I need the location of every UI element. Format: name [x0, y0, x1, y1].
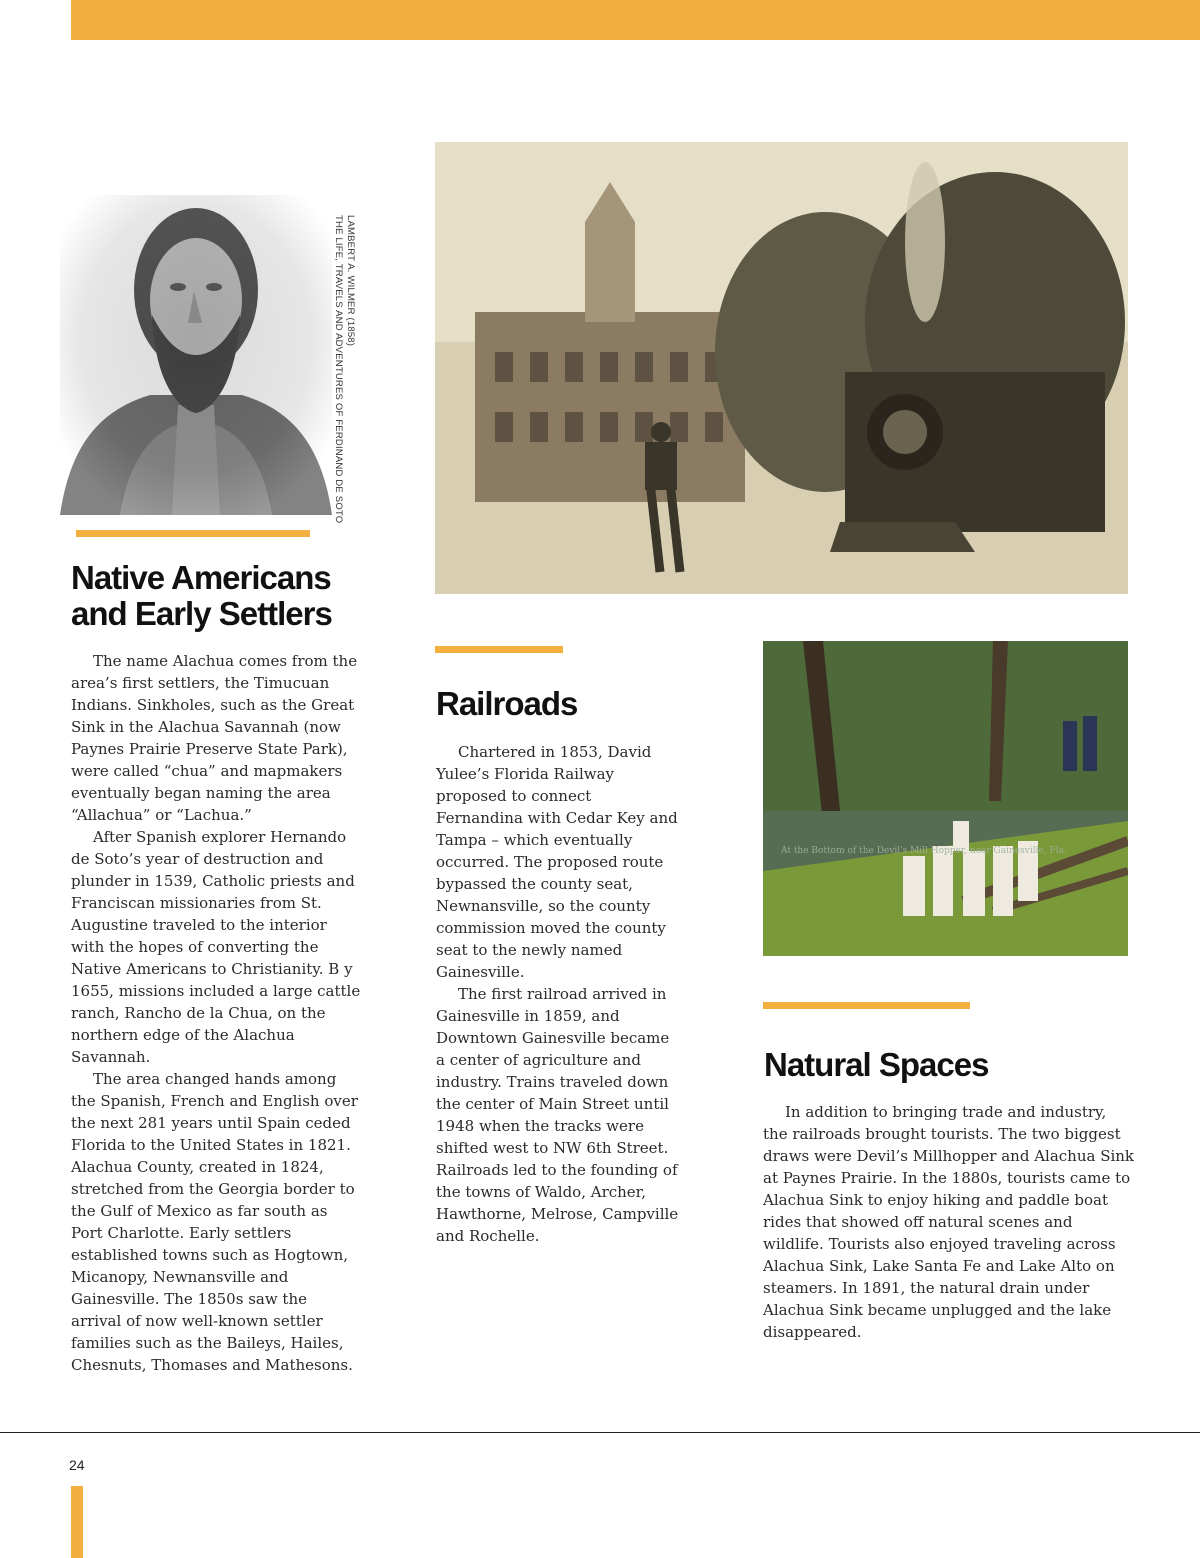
postcard-caption: At the Bottom of the Devil's Mill Hopper, near Gainesville, Fla. — [781, 846, 1067, 856]
railroads-paragraph: Chartered in 1853, David Yulee’s Florida Railway proposed to connect Fernandina with Cedar Key and Tampa – which eventually occurred. The proposed route bypassed the county seat, Newnansville, so the county commission moved the county seat to the newly named Gainesville. — [436, 743, 678, 981]
railroads-accent-rule — [435, 646, 563, 653]
footer-rule — [0, 1432, 1200, 1433]
devils-millhopper-postcard — [763, 641, 1128, 956]
portrait-credit — [332, 215, 356, 523]
native-body — [71, 650, 361, 1376]
page-number: 24 — [69, 1457, 85, 1473]
native-heading — [71, 560, 332, 632]
native-paragraph: After Spanish explorer Hernando de Soto’s year of destruction and plunder in 1539, Catholic priests and Franciscan missionaries from St. Augustine traveled to the interior with the hopes of converting the Native Americans to Christianity. B y 1655, missions included a large cattle ranch, Rancho de la Chua, on the northern edge of the Alachua Savannah. — [71, 828, 361, 1066]
railroad-photo — [435, 142, 1128, 594]
credit-author: LAMBERT A. WILMER (1858) — [345, 215, 356, 347]
top-accent-bar — [71, 0, 1200, 40]
native-heading-line1: Native Americans — [71, 559, 331, 596]
railroads-paragraph: The first railroad arrived in Gainesville in 1859, and Downtown Gainesville became a center of agriculture and industry. Trains traveled down the center of Main Street until 1948 when the tracks were shifted west to NW 6th Street. Railroads led to the founding of the towns of Waldo, Archer, Hawthorne, Melrose, Campville and Rochelle. — [436, 985, 679, 1245]
natural-body — [763, 1101, 1135, 1343]
native-heading-line2: and Early Settlers — [71, 595, 332, 632]
natural-paragraph: In addition to bringing trade and industry, the railroads brought tourists. The two biggest draws were Devil’s Millhopper and Alachua Sink at Paynes Prairie. In the 1880s, tourists came to Alachua Sink to enjoy hiking and paddle boat rides that showed off natural scenes and wildlife. Tourists also enjoyed traveling across Alachua Sink, Lake Santa Fe and Lake Alto on steamers. In 1891, the natural drain under Alachua Sink became unplugged and the lake disappeared. — [763, 1103, 1135, 1341]
natural-accent-rule — [763, 1002, 970, 1009]
credit-title: THE LIFE, TRAVELS AND ADVENTURES OF FERDINAND DE SOTO — [333, 215, 344, 524]
native-accent-rule — [76, 530, 310, 537]
railroads-heading: Railroads — [436, 685, 578, 722]
railroads-body — [436, 741, 680, 1247]
de-soto-portrait — [60, 195, 332, 515]
natural-heading: Natural Spaces — [764, 1046, 989, 1083]
side-accent-tab — [71, 1486, 83, 1558]
native-paragraph: The area changed hands among the Spanish, French and English over the next 281 years until Spain ceded Florida to the United States in 1821. Alachua County, created in 1824, stretched from the Georgia border to the Gulf of Mexico as far south as Port Charlotte. Early settlers established towns such as Hogtown, Micanopy, Newnansville and Gainesville. The 1850s saw the arrival of now well-known settler families such as the Baileys, Hailes, Chesnuts, Thomases and Mathesons. — [71, 1070, 358, 1374]
native-paragraph: The name Alachua comes from the area’s first settlers, the Timucuan Indians. Sinkholes, such as the Great Sink in the Alachua Savannah (now Paynes Prairie Preserve State Park), were called “chua” and mapmakers eventually began naming the area “Allachua” or “Lachua.” — [71, 652, 358, 824]
